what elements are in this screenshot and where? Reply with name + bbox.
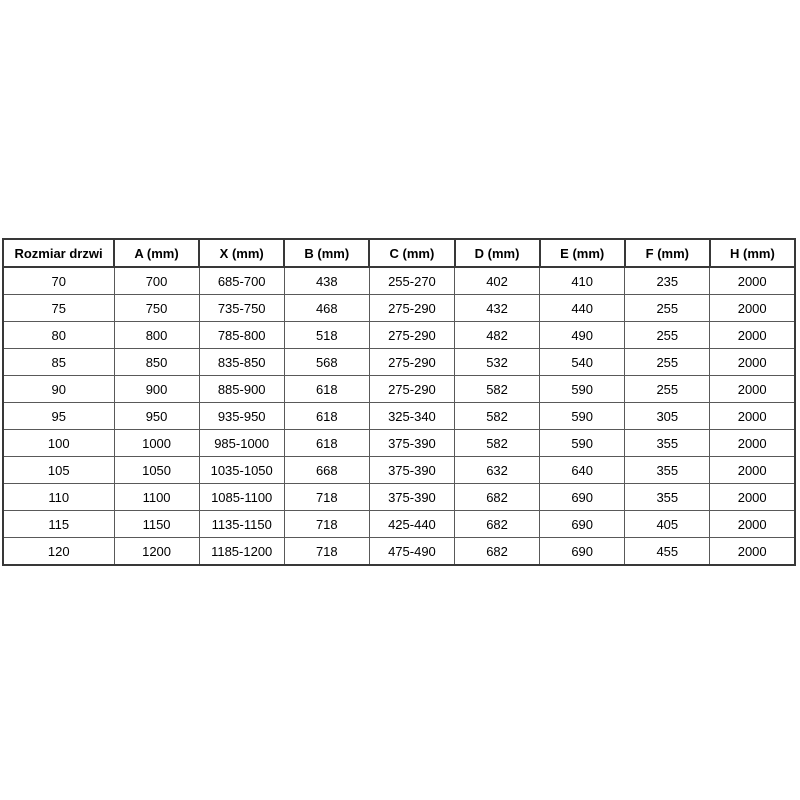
table-cell: 440: [540, 295, 625, 322]
table-cell: 540: [540, 349, 625, 376]
table-cell: 255-270: [369, 267, 454, 295]
table-cell: 885-900: [199, 376, 284, 403]
table-cell: 532: [455, 349, 540, 376]
table-cell: 405: [625, 511, 710, 538]
table-cell: 475-490: [369, 538, 454, 566]
table-cell: 1000: [114, 430, 199, 457]
table-cell: 750: [114, 295, 199, 322]
column-header: A (mm): [114, 239, 199, 267]
table-cell: 2000: [710, 430, 795, 457]
table-cell: 120: [3, 538, 114, 566]
column-header: X (mm): [199, 239, 284, 267]
table-cell: 2000: [710, 349, 795, 376]
table-cell: 590: [540, 376, 625, 403]
column-header: F (mm): [625, 239, 710, 267]
table-cell: 2000: [710, 484, 795, 511]
table-header: [3, 239, 795, 267]
table-row: [3, 376, 795, 403]
table-cell: 1050: [114, 457, 199, 484]
table-cell: 305: [625, 403, 710, 430]
column-header: D (mm): [455, 239, 540, 267]
table-cell: 1185-1200: [199, 538, 284, 566]
table-cell: 850: [114, 349, 199, 376]
table-cell: 1150: [114, 511, 199, 538]
table-cell: 1035-1050: [199, 457, 284, 484]
table-cell: 2000: [710, 457, 795, 484]
table-cell: 375-390: [369, 430, 454, 457]
table-cell: 618: [284, 430, 369, 457]
table-cell: 590: [540, 403, 625, 430]
table-cell: 2000: [710, 376, 795, 403]
table-cell: 355: [625, 430, 710, 457]
table-cell: 275-290: [369, 295, 454, 322]
table-cell: 85: [3, 349, 114, 376]
table-row: [3, 538, 795, 566]
door-dimensions-table: [2, 238, 796, 566]
table-cell: 482: [455, 322, 540, 349]
table-cell: 75: [3, 295, 114, 322]
table-row: [3, 511, 795, 538]
table-cell: 700: [114, 267, 199, 295]
table-cell: 2000: [710, 538, 795, 566]
table-cell: 582: [455, 376, 540, 403]
table-cell: 1135-1150: [199, 511, 284, 538]
table-row: [3, 484, 795, 511]
table-cell: 785-800: [199, 322, 284, 349]
table-cell: 90: [3, 376, 114, 403]
table-cell: 275-290: [369, 322, 454, 349]
column-header: B (mm): [284, 239, 369, 267]
table-row: [3, 295, 795, 322]
table-cell: 70: [3, 267, 114, 295]
table-cell: 632: [455, 457, 540, 484]
table-cell: 718: [284, 484, 369, 511]
table-cell: 255: [625, 295, 710, 322]
table-cell: 582: [455, 430, 540, 457]
table-cell: 255: [625, 349, 710, 376]
table-cell: 950: [114, 403, 199, 430]
table-cell: 682: [455, 511, 540, 538]
table-cell: 455: [625, 538, 710, 566]
table-cell: 110: [3, 484, 114, 511]
table-cell: 590: [540, 430, 625, 457]
table-cell: 375-390: [369, 484, 454, 511]
table-cell: 410: [540, 267, 625, 295]
table-cell: 2000: [710, 403, 795, 430]
table-cell: 582: [455, 403, 540, 430]
table-cell: 685-700: [199, 267, 284, 295]
table-cell: 275-290: [369, 349, 454, 376]
table-cell: 640: [540, 457, 625, 484]
table-cell: 2000: [710, 322, 795, 349]
table-cell: 985-1000: [199, 430, 284, 457]
table-cell: 425-440: [369, 511, 454, 538]
table-cell: 235: [625, 267, 710, 295]
table-cell: 1100: [114, 484, 199, 511]
table-cell: 432: [455, 295, 540, 322]
table-cell: 690: [540, 484, 625, 511]
table-cell: 402: [455, 267, 540, 295]
table-cell: 468: [284, 295, 369, 322]
table-cell: 735-750: [199, 295, 284, 322]
table-cell: 1085-1100: [199, 484, 284, 511]
table-cell: 115: [3, 511, 114, 538]
table-cell: 1200: [114, 538, 199, 566]
table-cell: 255: [625, 376, 710, 403]
column-header: C (mm): [369, 239, 454, 267]
table-cell: 95: [3, 403, 114, 430]
table-row: [3, 403, 795, 430]
table-cell: 682: [455, 538, 540, 566]
table-cell: 100: [3, 430, 114, 457]
table-row: [3, 322, 795, 349]
table-header-row: [3, 239, 795, 267]
table-cell: 325-340: [369, 403, 454, 430]
table-cell: 105: [3, 457, 114, 484]
table-cell: 690: [540, 511, 625, 538]
table-cell: 80: [3, 322, 114, 349]
table-row: [3, 349, 795, 376]
table-cell: 490: [540, 322, 625, 349]
table-cell: 718: [284, 538, 369, 566]
table-row: [3, 267, 795, 295]
column-header: H (mm): [710, 239, 795, 267]
table-cell: 375-390: [369, 457, 454, 484]
table-cell: 275-290: [369, 376, 454, 403]
table-row: [3, 457, 795, 484]
table-cell: 718: [284, 511, 369, 538]
table-cell: 682: [455, 484, 540, 511]
table-cell: 2000: [710, 295, 795, 322]
table-cell: 2000: [710, 511, 795, 538]
table-body: [3, 267, 795, 565]
table-cell: 255: [625, 322, 710, 349]
column-header: E (mm): [540, 239, 625, 267]
table-cell: 618: [284, 403, 369, 430]
table-cell: 618: [284, 376, 369, 403]
table-cell: 668: [284, 457, 369, 484]
table-cell: 568: [284, 349, 369, 376]
table-cell: 800: [114, 322, 199, 349]
table-cell: 355: [625, 457, 710, 484]
table-cell: 690: [540, 538, 625, 566]
table-cell: 2000: [710, 267, 795, 295]
table-cell: 438: [284, 267, 369, 295]
column-header: Rozmiar drzwi: [3, 239, 114, 267]
table-row: [3, 430, 795, 457]
table-cell: 835-850: [199, 349, 284, 376]
table-cell: 518: [284, 322, 369, 349]
table-cell: 355: [625, 484, 710, 511]
table-cell: 900: [114, 376, 199, 403]
table-cell: 935-950: [199, 403, 284, 430]
